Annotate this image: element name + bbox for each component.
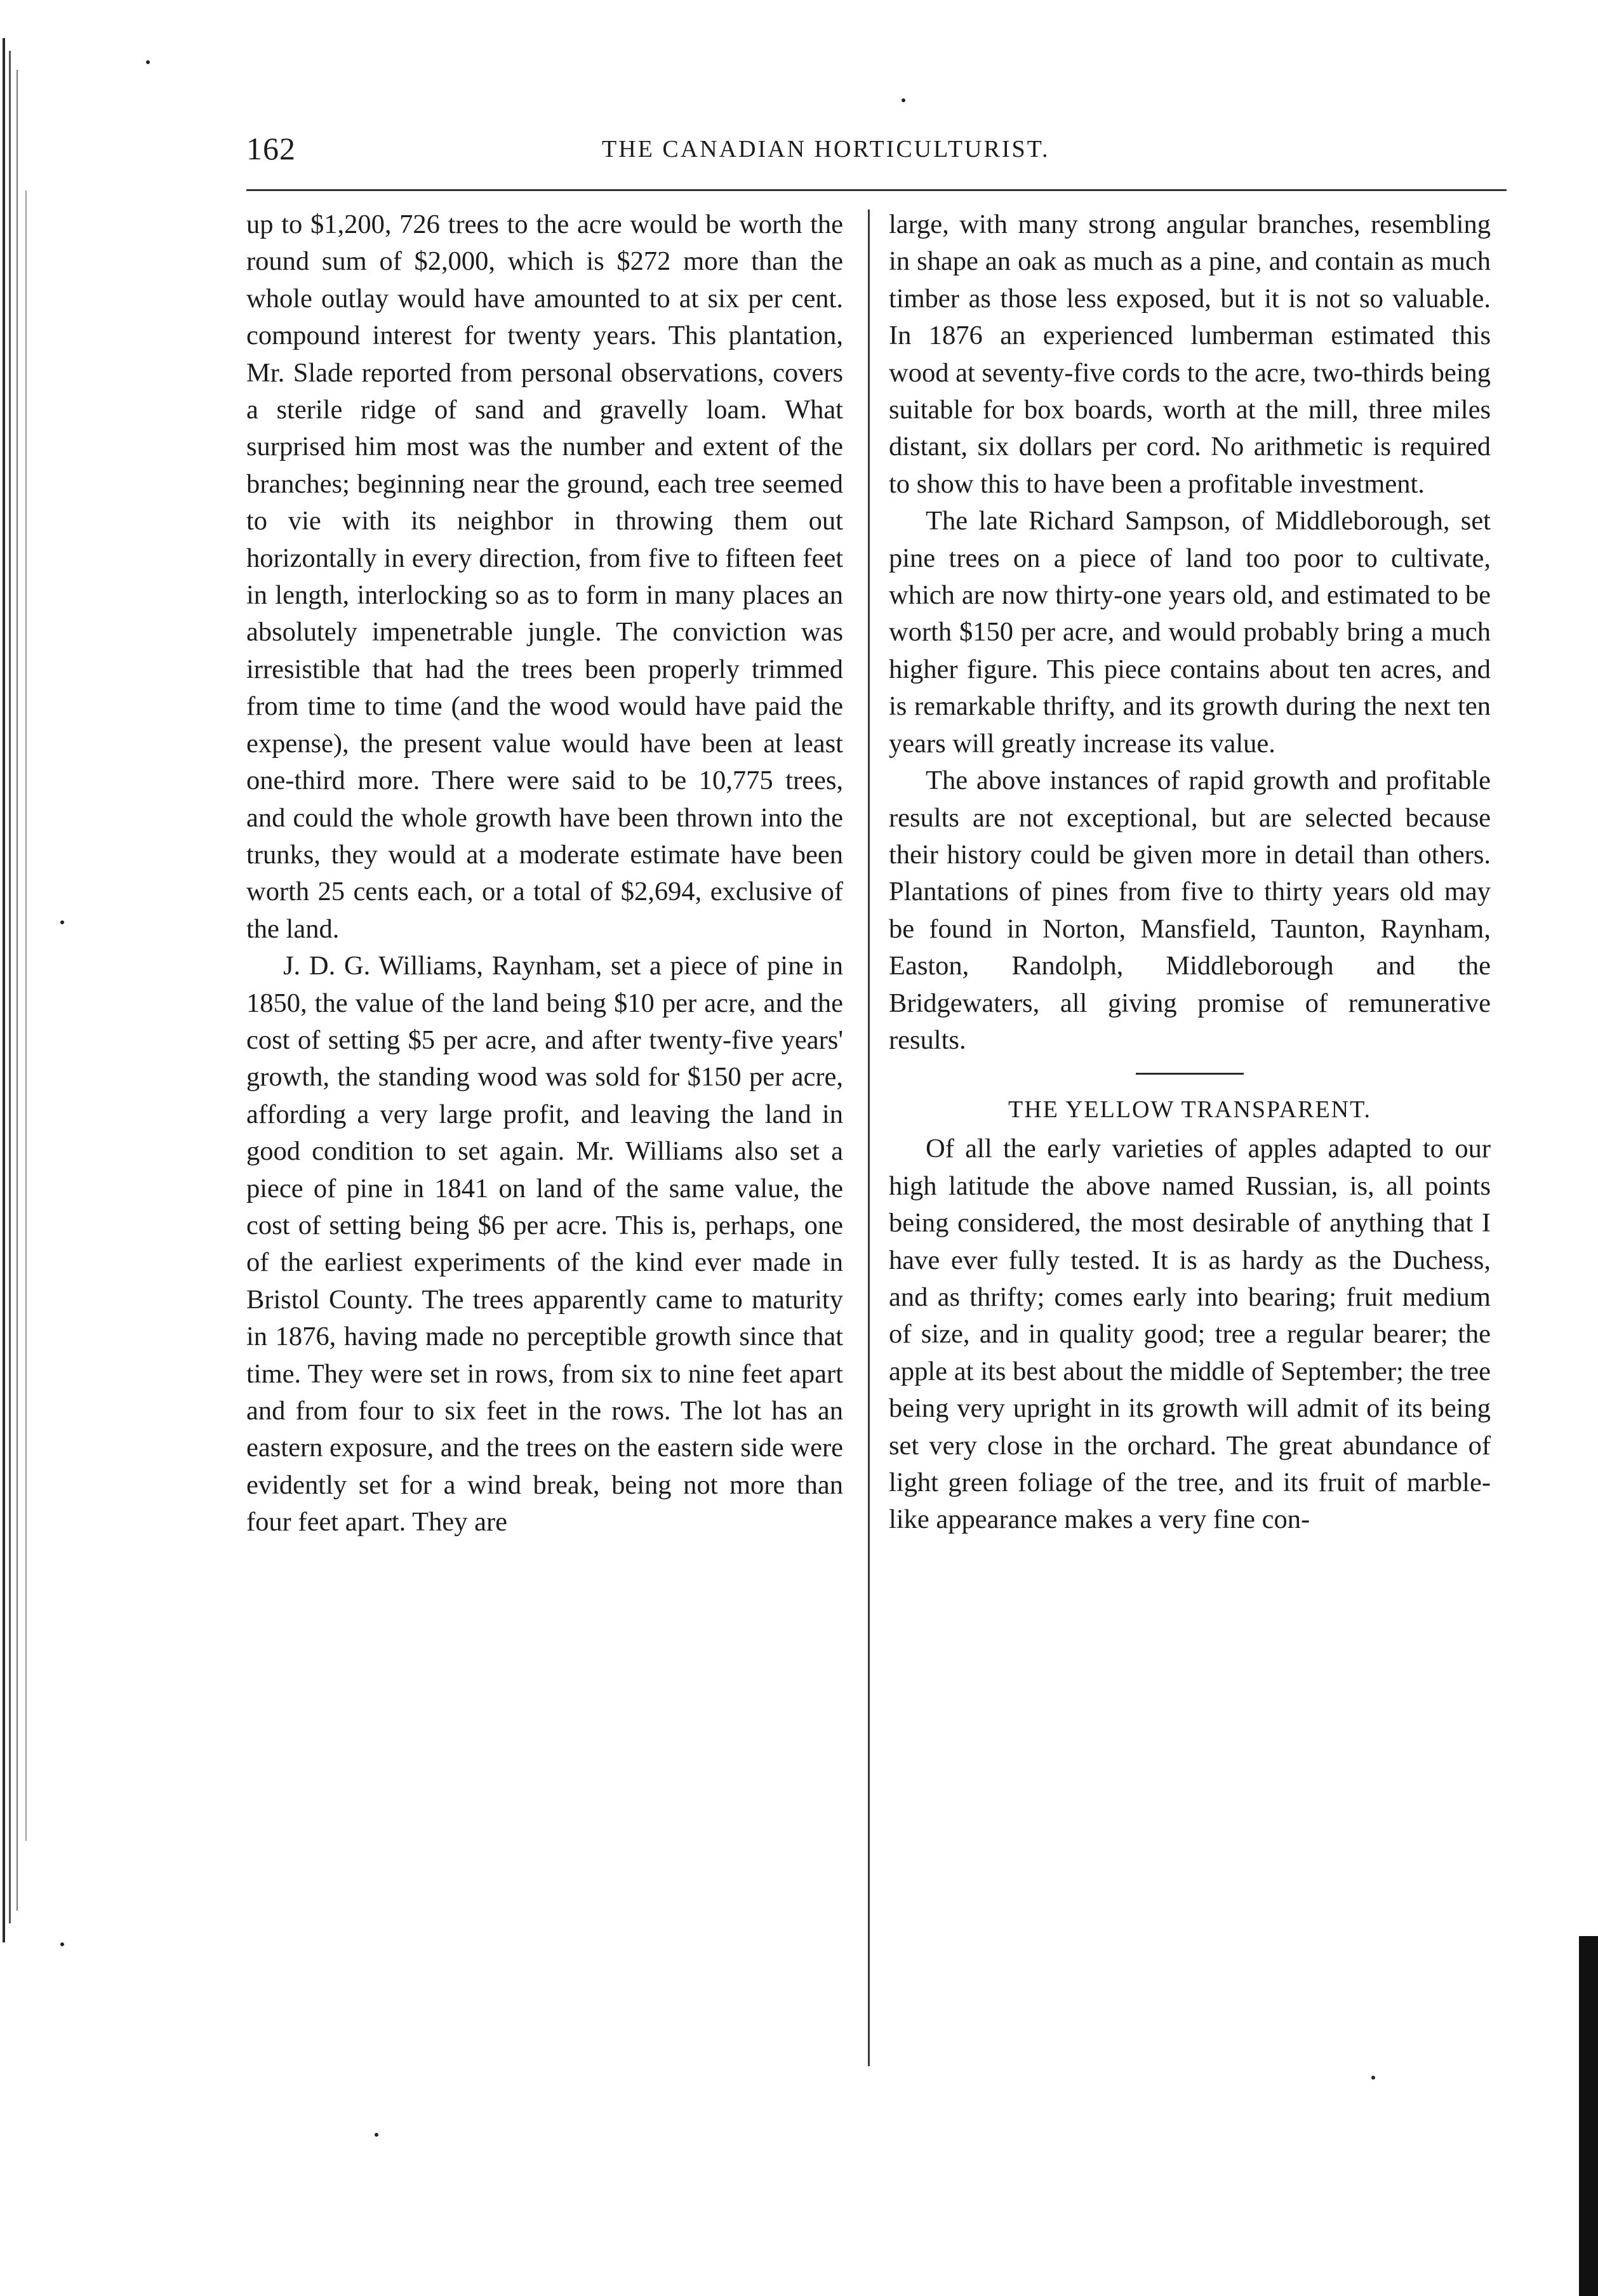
section-divider-rule bbox=[1136, 1073, 1244, 1075]
article-paragraph: The above instances of rapid growth and profitable results are not exceptional, but are selected because their history could be given more in detail than others. Plantations of pines from five to thirty years old may be found in Norton, Mansfield, Taunton, Raynham, Easton, Randolph, Middleborough and the Bridgewaters, all giving promise of remunerative results. bbox=[889, 766, 1491, 1055]
header-rule bbox=[246, 189, 1507, 191]
article-paragraph: Of all the early varieties of apples adapted to our high latitude the above named Russian, is, all points being considered, the most desirable of anything that I have ever fully tested. It is as hardy as the Duchess, and as thrifty; comes early into bearing; fruit medium of size, and in quality good; tree a regular bearer; the apple at its best about the middle of September; the tree being very upright in its growth will admit of its being set very close in the orchard. The great abundance of light green foliage of the tree, and its fruit of marble-like appearance makes a very fine con- bbox=[889, 1134, 1491, 1535]
scan-speck bbox=[902, 98, 905, 102]
right-column bbox=[889, 206, 1491, 1539]
scan-speck bbox=[60, 1942, 64, 1946]
left-column bbox=[246, 206, 843, 1541]
scan-speck bbox=[375, 2133, 378, 2137]
journal-title: THE CANADIAN HORTICULTURIST. bbox=[602, 136, 1050, 163]
scan-speck bbox=[146, 60, 150, 64]
right-edge-scan-shadow bbox=[1579, 1936, 1598, 2296]
left-margin-scan-marks bbox=[0, 0, 44, 2296]
running-head bbox=[246, 130, 1507, 181]
article-paragraph: large, with many strong angular branches, resembling in shape an oak as much as a pine, and contain as much timber as those less exposed, but it is not so valuable. In 1876 an experienced lumberman estimated this wood at seventy-five cords to the acre, two-thirds being suitable for box boards, worth at the mill, three miles distant, six dollars per cord. No arithmetic is required to show this to have been a profitable investment. bbox=[889, 209, 1491, 499]
section-heading: THE YELLOW TRANSPARENT. bbox=[1008, 1096, 1372, 1124]
column-divider bbox=[868, 209, 870, 2066]
article-paragraph: The late Richard Sampson, of Middleborough, set pine trees on a piece of land too poor to cultivate, which are now thirty-one years old, and estimated to be worth $150 per acre, and would probably bring a much higher figure. This piece contains about ten acres, and is remarkable thrifty, and its growth during the next ten years will greatly increase its value. bbox=[889, 506, 1491, 759]
scan-speck bbox=[1371, 2076, 1375, 2080]
article-paragraph: up to $1,200, 726 trees to the acre would be worth the round sum of $2,000, which is $272 more than the whole outlay would have amounted to at six per cent. compound interest for twenty years. This plantation, Mr. Slade reported from personal observations, covers a sterile ridge of sand and gravelly loam. What surprised him most was the number and extent of the branches; beginning near the ground, each tree seemed to vie with its neighbor in throwing them out horizontally in every direction, from five to fifteen feet in length, interlocking so as to form in many places an absolutely impenetrable jungle. The conviction was irresistible that had the trees been properly trimmed from time to time (and the wood would have paid the expense), the present value would have been at least one-third more. There were said to be 10,775 trees, and could the whole growth have been thrown into the trunks, they would at a moderate estimate have been worth 25 cents each, or a total of $2,694, exclusive of the land. bbox=[246, 209, 843, 944]
scan-speck bbox=[60, 920, 64, 924]
article-paragraph: J. D. G. Williams, Raynham, set a piece of pine in 1850, the value of the land being $10 per acre, and the cost of setting $5 per acre, and after twenty-five years' growth, the standing wood was sold for $150 per acre, affording a very large profit, and leaving the land in good condition to set again. Mr. Williams also set a piece of pine in 1841 on land of the same value, the cost of setting being $6 per acre. This is, perhaps, one of the earliest experiments of the kind ever made in Bristol County. The trees apparently came to maturity in 1876, having made no perceptible growth since that time. They were set in rows, from six to nine feet apart and from four to six feet in the rows. The lot has an eastern exposure, and the trees on the eastern side were evidently set for a wind break, being not more than four feet apart. They are bbox=[246, 951, 843, 1537]
page-number: 162 bbox=[246, 131, 296, 166]
